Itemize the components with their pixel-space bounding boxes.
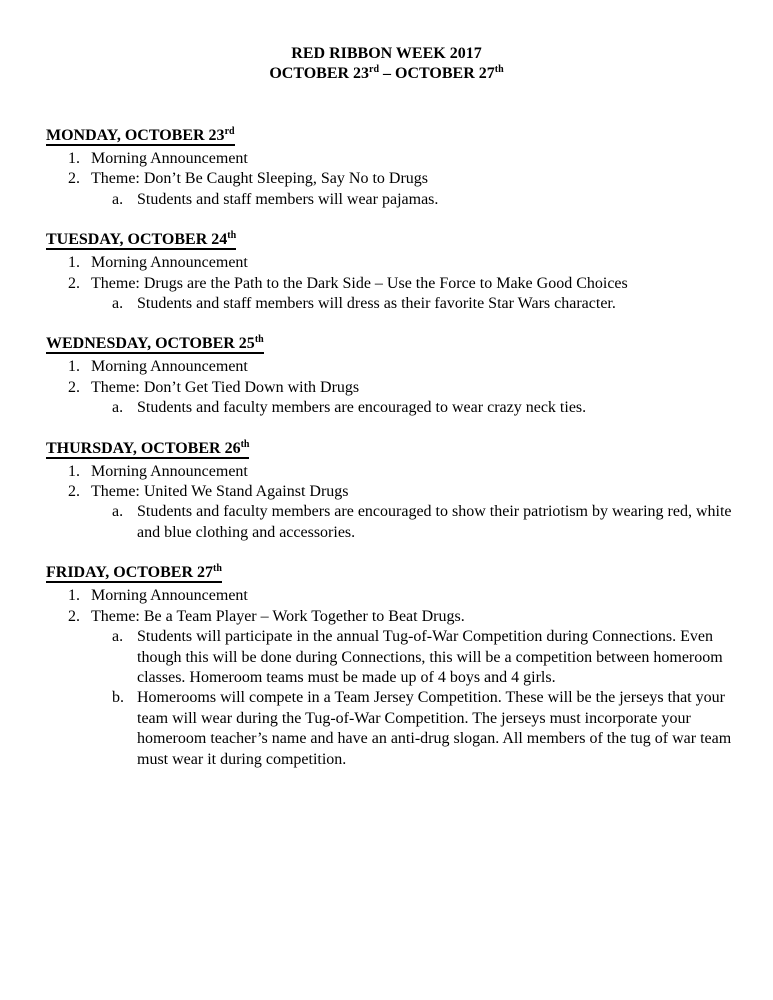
title-date-end: – OCTOBER 27 <box>379 65 495 82</box>
list-item <box>46 169 746 210</box>
day-heading-suffix: th <box>227 230 237 242</box>
sub-list-item-text: Students and faculty members are encouraged to wear crazy neck ties. <box>137 399 587 417</box>
sub-list-letter: a. <box>112 399 124 417</box>
sub-list-item <box>91 688 746 770</box>
title-line-2 <box>0 64 773 84</box>
day-heading-suffix: th <box>213 563 222 575</box>
list-number: 1. <box>68 462 80 480</box>
sub-list-item-text: Students and staff members will wear pajamas. <box>137 190 439 208</box>
sub-list-item <box>91 502 746 543</box>
list-item <box>46 607 746 770</box>
list-number: 2. <box>68 170 80 188</box>
theme-text: Theme: United We Stand Against Drugs <box>91 483 349 501</box>
list-number: 1. <box>68 150 80 167</box>
title-date-start-suffix: rd <box>369 64 380 75</box>
day-heading-tuesday <box>46 231 236 250</box>
day-items <box>46 149 746 210</box>
list-item <box>46 253 746 273</box>
sub-list-letter: a. <box>112 190 124 208</box>
list-number: 1. <box>68 358 80 376</box>
list-number: 2. <box>68 274 80 292</box>
list-number: 2. <box>68 378 80 396</box>
list-item <box>46 482 746 543</box>
day-heading-friday <box>46 564 222 583</box>
list-item <box>46 357 746 377</box>
day-section-wednesday <box>46 334 746 418</box>
day-items <box>46 357 746 418</box>
title-date-end-suffix: th <box>494 64 504 75</box>
list-number: 2. <box>68 483 80 501</box>
schedule-content <box>46 126 746 790</box>
theme-text: Theme: Don’t Be Caught Sleeping, Say No to Drugs <box>91 170 428 188</box>
sub-list-item <box>91 398 746 418</box>
list-item-text: Morning Announcement <box>91 150 248 167</box>
list-number: 2. <box>68 607 80 625</box>
sub-list-item-text: Students and staff members will dress as their favorite Star Wars character. <box>137 295 616 313</box>
day-section-monday <box>46 126 746 210</box>
day-heading-text: THURSDAY, OCTOBER 26 <box>46 439 241 457</box>
day-items <box>46 586 746 770</box>
day-heading-text: TUESDAY, OCTOBER 24 <box>46 231 228 249</box>
document-title <box>0 44 773 84</box>
list-number: 1. <box>68 587 80 605</box>
day-section-tuesday <box>46 230 746 314</box>
theme-text: Theme: Don’t Get Tied Down with Drugs <box>91 378 360 396</box>
day-heading-monday <box>46 127 235 146</box>
sub-list-letter: b. <box>112 689 124 707</box>
sub-items <box>91 627 746 770</box>
list-number: 1. <box>68 254 80 272</box>
day-heading-text: WEDNESDAY, OCTOBER 25 <box>46 335 255 353</box>
sub-list-item-text: Students and faculty members are encouraged to show their patriotism by wearing red, white and blue clothing and accessories. <box>137 503 732 541</box>
day-heading-wednesday <box>46 335 264 354</box>
sub-items <box>91 398 746 418</box>
day-heading-suffix: rd <box>224 126 235 137</box>
sub-list-item-text: Homerooms will compete in a Team Jersey Competition. These will be the jerseys that your team will wear during the Tug-of-War Competition. The jerseys must incorporate your homeroom teacher’s name and have an anti-drug slogan. All members of the tug of war team must wear it during competition. <box>137 689 732 768</box>
sub-items <box>91 190 746 210</box>
list-item <box>46 462 746 482</box>
sub-list-item-text: Students will participate in the annual Tug-of-War Competition during Connections. Even though this will be done during Connections, this will be a competition between homeroom classes. Homeroom teams must be made up of 4 boys and 4 girls. <box>137 628 723 686</box>
day-items <box>46 253 746 314</box>
day-section-friday <box>46 563 746 770</box>
day-heading-suffix: th <box>240 438 250 450</box>
day-section-thursday <box>46 439 746 544</box>
list-item-text: Morning Announcement <box>91 462 248 480</box>
sub-items <box>91 294 746 314</box>
theme-text: Theme: Be a Team Player – Work Together to Beat Drugs. <box>91 607 465 625</box>
list-item-text: Morning Announcement <box>91 358 248 376</box>
list-item <box>46 149 746 169</box>
sub-list-item <box>91 190 746 210</box>
sub-list-letter: a. <box>112 295 124 313</box>
day-heading-thursday <box>46 440 249 459</box>
sub-list-item <box>91 294 746 314</box>
title-line-1: RED RIBBON WEEK 2017 <box>291 45 482 62</box>
day-heading-text: MONDAY, OCTOBER 23 <box>46 127 225 144</box>
day-heading-suffix: th <box>254 334 264 346</box>
theme-text: Theme: Drugs are the Path to the Dark Side – Use the Force to Make Good Choices <box>91 274 628 292</box>
list-item <box>46 586 746 606</box>
sub-items <box>91 502 746 543</box>
list-item <box>46 378 746 419</box>
day-heading-text: FRIDAY, OCTOBER 27 <box>46 564 214 582</box>
list-item <box>46 274 746 315</box>
sub-list-letter: a. <box>112 628 124 646</box>
sub-list-item <box>91 627 746 688</box>
list-item-text: Morning Announcement <box>91 587 248 605</box>
day-items <box>46 462 746 544</box>
title-date-start: OCTOBER 23 <box>269 65 370 82</box>
sub-list-letter: a. <box>112 503 124 521</box>
list-item-text: Morning Announcement <box>91 254 248 272</box>
